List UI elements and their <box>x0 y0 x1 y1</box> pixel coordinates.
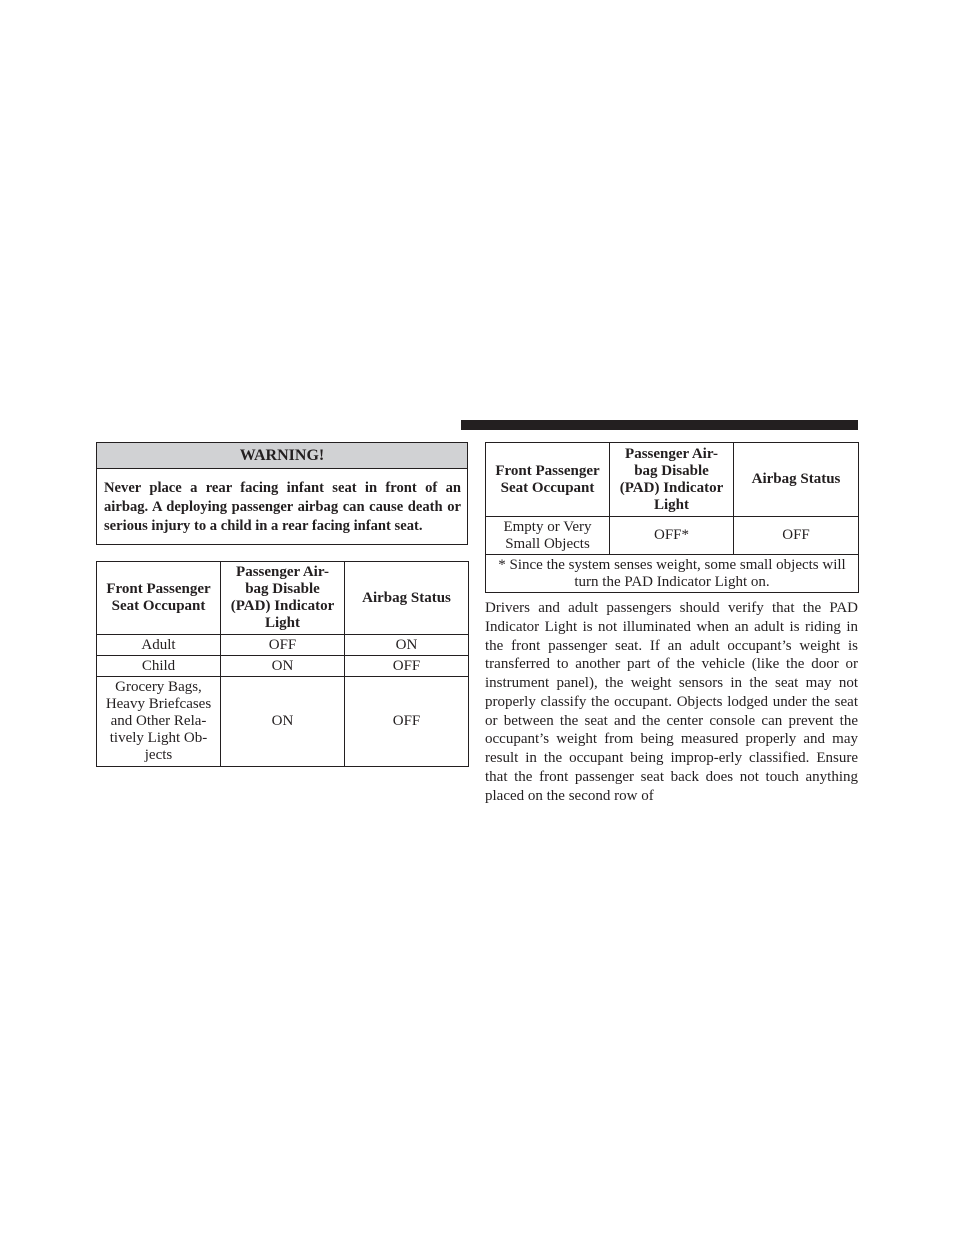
cell-pad-light: ON <box>221 656 345 677</box>
cell-airbag-status: ON <box>345 635 469 656</box>
table-header-row <box>97 562 469 635</box>
cell-occupant: Empty or Very Small Objects <box>486 517 610 555</box>
cell-airbag-status: OFF <box>734 517 859 555</box>
cell-occupant: Grocery Bags, Heavy Briefcases and Other Rela-tively Light Ob-jects <box>97 677 221 767</box>
header-pad-light: Passenger Air-bag Disable (PAD) Indicator Light <box>221 562 345 635</box>
header-pad-light: Passenger Air-bag Disable (PAD) Indicator Light <box>610 443 734 517</box>
warning-title: WARNING! <box>97 443 467 469</box>
table-row <box>97 656 469 677</box>
warning-box <box>96 442 468 545</box>
cell-pad-light: ON <box>221 677 345 767</box>
cell-airbag-status: OFF <box>345 656 469 677</box>
table-footnote-row <box>486 555 859 593</box>
body-paragraph: Drivers and adult passengers should verify that the PAD Indicator Light is not illuminated when an adult is riding in the front passenger seat. If an adult occupant’s weight is transferred to another part of the vehicle (like the door or instrument panel), the weight sensors in the seat may not properly classify the occupant. Objects lodged under the seat or between the seat and the center console can prevent the occupant’s weight from being measured properly and may result in the occupant being improp-erly classified. Ensure that the front passenger seat back does not touch anything placed on the second row of <box>485 600 858 804</box>
cell-occupant: Adult <box>97 635 221 656</box>
table-footnote: * Since the system senses weight, some small objects will turn the PAD Indicator Light on. <box>486 555 859 593</box>
table-header-row <box>486 443 859 517</box>
header-occupant: Front Passenger Seat Occupant <box>486 443 610 517</box>
section-rule <box>461 420 858 430</box>
table-row <box>97 635 469 656</box>
small-objects-table <box>485 442 859 593</box>
header-airbag-status: Airbag Status <box>734 443 859 517</box>
warning-text: Never place a rear facing infant seat in front of an airbag. A deploying passenger airbag can cause death or serious injury to a child in a rear facing infant seat. <box>104 480 461 534</box>
table-row <box>486 517 859 555</box>
occupant-status-table <box>96 561 469 767</box>
cell-airbag-status: OFF <box>345 677 469 767</box>
cell-pad-light: OFF* <box>610 517 734 555</box>
header-airbag-status: Airbag Status <box>345 562 469 635</box>
cell-pad-light: OFF <box>221 635 345 656</box>
cell-occupant: Child <box>97 656 221 677</box>
table-row <box>97 677 469 767</box>
header-occupant: Front Passenger Seat Occupant <box>97 562 221 635</box>
